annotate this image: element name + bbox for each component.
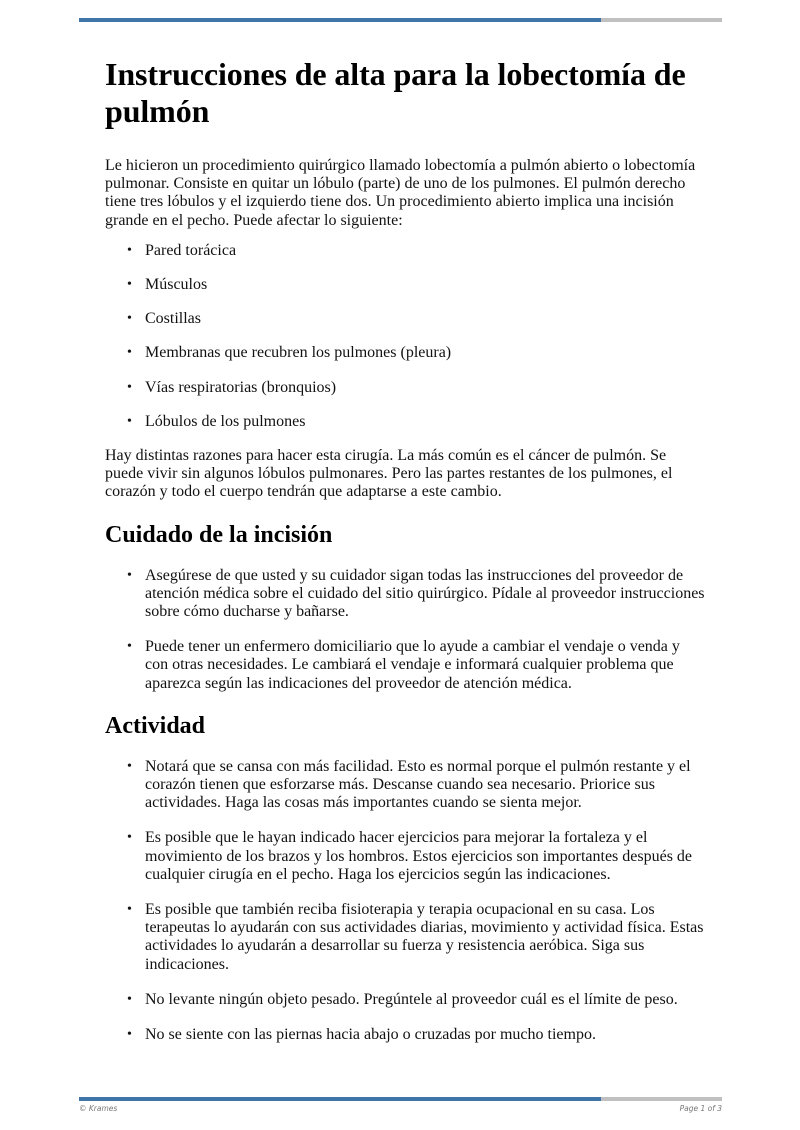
reasons-paragraph: Hay distintas razones para hacer esta cirugía. La más común es el cáncer de pulmón. Se puede vivir sin algunos lóbulos pulmonares. Pero las partes restantes de los pulmones, el corazón y todo el cuerpo tendrán que adaptarse a este cambio. bbox=[105, 447, 673, 501]
list-item-text: Asegúrese de que usted y su cuidador sigan todas las instrucciones del proveedor de atención médica sobre el cuidado del sitio quirúrgico. Pídale al proveedor instrucciones sobre cómo ducharse y bañarse. bbox=[145, 566, 705, 621]
list-item-text: Membranas que recubren los pulmones (pleura) bbox=[145, 344, 452, 362]
footer-progress-bar bbox=[79, 1097, 722, 1101]
header-progress-bar bbox=[79, 18, 722, 22]
bullet-icon: • bbox=[127, 1027, 132, 1043]
list-item-text: Pared torácica bbox=[145, 241, 237, 259]
footer-copyright: © Krames bbox=[79, 1104, 118, 1113]
incision-care-list bbox=[105, 567, 705, 693]
list-item-text: No se siente con las piernas hacia abajo o cruzadas por mucho tiempo. bbox=[145, 1026, 596, 1044]
header-bar-track bbox=[601, 18, 722, 22]
footer-bar-track bbox=[601, 1097, 722, 1101]
bullet-icon: • bbox=[127, 413, 132, 429]
section-heading-activity: Actividad bbox=[105, 712, 206, 739]
footer-bar-fill bbox=[79, 1097, 601, 1101]
bullet-icon: • bbox=[127, 567, 132, 583]
list-item-text: Costillas bbox=[145, 310, 202, 328]
list-item bbox=[105, 413, 705, 431]
list-item bbox=[105, 991, 705, 1009]
list-item-text: Es posible que también reciba fisioterapia y terapia ocupacional en su casa. Los terapeutas lo ayudarán con sus actividades diarias, movimiento y actividad física. Estas actividades lo ayudarán a desarrollar su fuerza y resistencia aeróbica. Siga sus indicaciones. bbox=[145, 901, 704, 973]
list-item bbox=[105, 242, 705, 260]
affected-parts-list bbox=[105, 242, 705, 431]
bullet-icon: • bbox=[127, 758, 132, 774]
intro-paragraph: Le hicieron un procedimiento quirúrgico llamado lobectomía a pulmón abierto o lobectomía pulmonar. Consiste en quitar un lóbulo (parte) de uno de los pulmones. El pulmón derecho tiene tres lóbulos y el izquierdo tiene dos. Un procedimiento abierto implica una incisión grande en el pecho. Puede afectar lo siguiente: bbox=[105, 157, 696, 229]
header-bar-fill bbox=[79, 18, 601, 22]
list-item bbox=[105, 901, 705, 974]
bullet-icon: • bbox=[127, 902, 132, 918]
section-heading-incision-care: Cuidado de la incisión bbox=[105, 521, 333, 548]
bullet-icon: • bbox=[127, 830, 132, 846]
bullet-icon: • bbox=[127, 639, 132, 655]
list-item-text: Lóbulos de los pulmones bbox=[145, 412, 306, 430]
list-item bbox=[105, 567, 705, 622]
activity-list bbox=[105, 758, 705, 1044]
list-item-text: Vías respiratorias (bronquios) bbox=[145, 378, 337, 396]
list-item bbox=[105, 310, 705, 328]
bullet-icon: • bbox=[127, 311, 132, 327]
document-body bbox=[105, 56, 705, 1061]
list-item bbox=[105, 638, 705, 693]
list-item bbox=[105, 276, 705, 294]
bullet-icon: • bbox=[127, 991, 132, 1007]
list-item-text: No levante ningún objeto pesado. Pregúntele al proveedor cuál es el límite de peso. bbox=[145, 990, 678, 1008]
list-item bbox=[105, 829, 705, 884]
bullet-icon: • bbox=[127, 277, 132, 293]
list-item-text: Puede tener un enfermero domiciliario que lo ayude a cambiar el vendaje o venda y con otras necesidades. Le cambiará el vendaje e informará cualquier problema que aparezca según las indicaciones del proveedor de atención médica. bbox=[145, 638, 680, 692]
document-title: Instrucciones de alta para la lobectomía de pulmón bbox=[105, 56, 686, 129]
bullet-icon: • bbox=[127, 345, 132, 361]
list-item bbox=[105, 758, 705, 813]
list-item-text: Notará que se cansa con más facilidad. Esto es normal porque el pulmón restante y el corazón tienen que esforzarse más. Descanse cuando sea necesario. Priorice sus actividades. Haga las cosas más importantes cuando se sienta mejor. bbox=[145, 757, 691, 812]
list-item bbox=[105, 379, 705, 397]
bullet-icon: • bbox=[127, 242, 132, 258]
bullet-icon: • bbox=[127, 379, 132, 395]
list-item-text: Es posible que le hayan indicado hacer ejercicios para mejorar la fortaleza y el movimiento de los brazos y los hombros. Estos ejercicios son importantes después de cualquier cirugía en el pecho. Haga los ejercicios según las indicaciones. bbox=[145, 829, 693, 883]
list-item-text: Músculos bbox=[145, 276, 208, 294]
list-item bbox=[105, 344, 705, 362]
list-item bbox=[105, 1026, 705, 1044]
footer-page-number: Page 1 of 3 bbox=[679, 1104, 722, 1113]
